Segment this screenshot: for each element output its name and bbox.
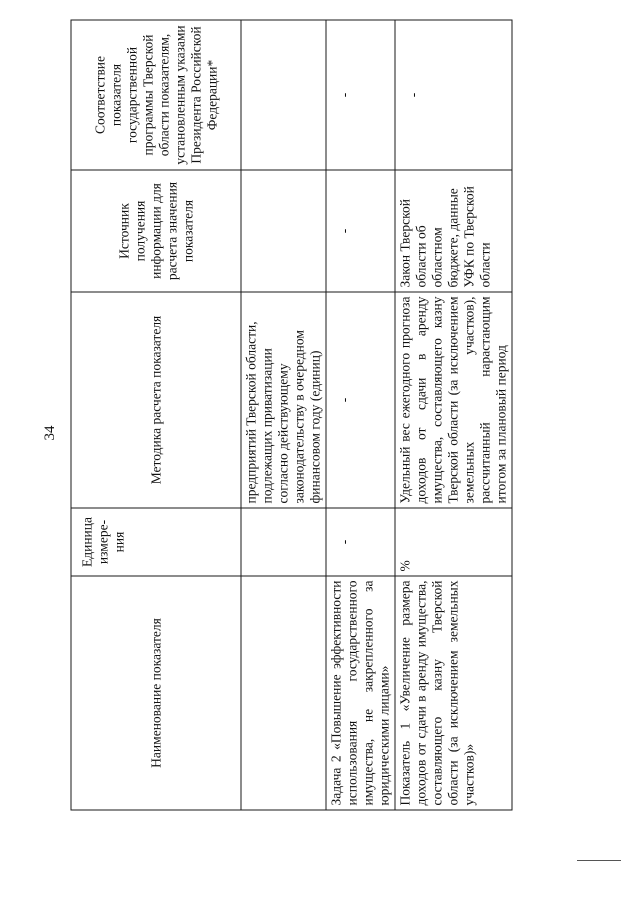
cell-method: Удельный вес ежегодного прогноза доходов от сдачи в аренду имущества, составляющего казну Тверской области (за исключением земельных участков), рассчитанный нарастающим итогом за плановый период <box>395 292 512 508</box>
indicators-table-rotated <box>70 20 508 810</box>
cell-conformity <box>241 20 326 170</box>
scan-edge-mark <box>577 860 621 861</box>
cell-name <box>241 576 326 810</box>
cell-unit: - <box>326 508 395 576</box>
cell-unit: % <box>395 508 512 576</box>
table-row <box>241 20 326 810</box>
cell-name: Задача 2 «Повышение эффективности использования государственного имущества, не закрепленного за юридическими лицами» <box>326 576 395 810</box>
header-source: Источник получения информации для расчета значения показателя <box>71 170 241 292</box>
cell-conformity: - <box>326 20 395 170</box>
table-row <box>395 20 512 810</box>
page-number: 34 <box>42 425 58 441</box>
cell-source: Закон Тверской области об областном бюджете, данные УФК по Тверской области <box>395 170 512 292</box>
cell-method: - <box>326 292 395 508</box>
cell-source: - <box>326 170 395 292</box>
cell-unit <box>241 508 326 576</box>
cell-conformity: - <box>395 20 512 170</box>
header-conformity: Соответствие показателя государственной программы Тверской области показателям, установленным указами Президента Российской Федерации* <box>71 20 241 170</box>
table-row <box>326 20 395 810</box>
cell-method: предприятий Тверской области, подлежащих приватизации согласно действующему законодательству в очередном финансовом году (единиц) <box>241 292 326 508</box>
header-name: Наименование показателя <box>71 576 241 810</box>
header-method: Методика расчета показателя <box>71 292 241 508</box>
cell-source <box>241 170 326 292</box>
indicators-table <box>70 19 512 810</box>
table-header-row <box>71 20 241 810</box>
cell-name: Показатель 1 «Увеличение размера доходов от сдачи в аренду имущества, составляющего казну Тверской области (за исключением земельных участков)» <box>395 576 512 810</box>
header-unit: Единица измере-ния <box>71 508 241 576</box>
